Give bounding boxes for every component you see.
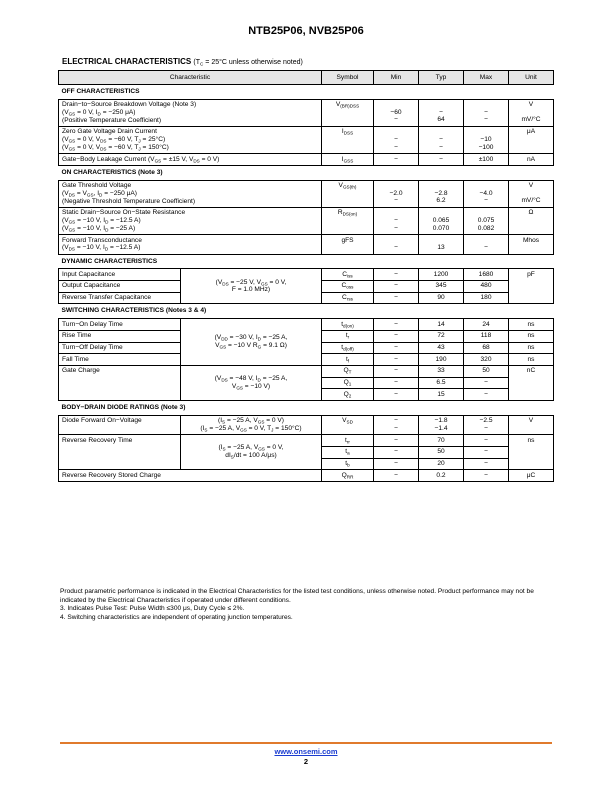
cell-min: −: [374, 458, 419, 470]
cell-characteristic: Output Capacitance: [59, 281, 181, 293]
cell-min: − −: [374, 207, 419, 234]
cell-unit: μC: [509, 470, 554, 482]
cell-characteristic: Fall Time: [59, 354, 181, 366]
cell-symbol: $R_{DS(on)}$: [322, 207, 374, 234]
cell-unit: ns: [509, 342, 554, 354]
cell-symbol: $V_{SD}$: [322, 415, 374, 435]
char-name: Drain−to−Source Breakdown Voltage (Note 3): [62, 100, 197, 108]
cell-symbol: $t_f$: [322, 354, 374, 366]
cell-typ: 50: [419, 447, 464, 459]
col-max: Max: [464, 71, 509, 85]
cell-max: −: [464, 389, 509, 401]
cond-post: = 25°C unless otherwise noted): [203, 59, 303, 66]
section-dynamic: DYNAMIC CHARACTERISTICS: [59, 254, 554, 269]
cell-min: −: [374, 154, 419, 166]
cell-max: 118: [464, 330, 509, 342]
cell-symbol: $I_{GSS}$: [322, 154, 374, 166]
cell-typ: 0.065 0.070: [419, 207, 464, 234]
cell-characteristic: Diode Forward On−Voltage: [59, 415, 181, 435]
cell-typ: 1200: [419, 269, 464, 281]
footer-url-link[interactable]: www.onsemi.com: [274, 747, 338, 756]
note-product: Product parametric performance is indicated in the Electrical Characteristics for the listed test conditions, unless otherwise noted. Product performance may not be indicated by the Electrical Characteristics if operated under different conditions.: [60, 588, 534, 604]
note-4: 4. Switching characteristics are independent of operating junction temperatures.: [60, 613, 293, 621]
cell-typ: 14: [419, 319, 464, 331]
cell-unit: ns: [509, 330, 554, 342]
row-idss: [59, 126, 554, 153]
cell-unit: Ω: [509, 207, 554, 234]
footer-rule: [60, 742, 552, 744]
cell-min: −: [374, 269, 419, 281]
table-title-main: ELECTRICAL CHARACTERISTICS: [62, 57, 192, 66]
cell-unit: Mhos: [509, 235, 554, 254]
cell-max: −: [464, 435, 509, 447]
cell-typ: − −: [419, 126, 464, 153]
cell-typ: 0.2: [419, 470, 464, 482]
cell-characteristic: Turn−Off Delay Time: [59, 342, 181, 354]
section-switching: SWITCHING CHARACTERISTICS (Notes 3 & 4): [59, 304, 554, 319]
cell-min: −: [374, 342, 419, 354]
page-header: NTB25P06, NVB25P06: [248, 25, 364, 37]
table-header-row: [59, 71, 554, 85]
cell-max: −: [464, 458, 509, 470]
cell-symbol: $Q_2$: [322, 389, 374, 401]
cell-min: −: [374, 330, 419, 342]
cell-unit: ns: [509, 354, 554, 366]
row-rdson: [59, 207, 554, 234]
cell-min: −: [374, 389, 419, 401]
cell-typ: −1.8 −1.4: [419, 415, 464, 435]
cell-symbol: $C_{oss}$: [322, 281, 374, 293]
row-bvdss: [59, 99, 554, 126]
cell-symbol: $I_{DSS}$: [322, 126, 374, 153]
cell-max: 180: [464, 292, 509, 304]
table-title: [62, 57, 303, 67]
row-gfs: [59, 235, 554, 254]
cell-min: − −: [374, 415, 419, 435]
row-tdon: [59, 319, 554, 331]
cell-test-condition: ($V_{DD} = -30$ V, $I_D = -25$ A, $V_{GS} = -10$ V $R_G = 9.1$ Ω): [181, 319, 322, 366]
cell-characteristic: Rise Time: [59, 330, 181, 342]
row-qrr: [59, 470, 554, 482]
cell-max: 68: [464, 342, 509, 354]
cell-characteristic: Forward Transconductance ($V_{DS} = -10$ V, $I_D = -12.5$ A): [59, 235, 322, 254]
row-qt: [59, 365, 554, 377]
cell-max: 480: [464, 281, 509, 293]
cell-max: −2.5 −: [464, 415, 509, 435]
col-unit: Unit: [509, 71, 554, 85]
cond-sub: C: [200, 61, 204, 67]
cell-typ: 70: [419, 435, 464, 447]
cell-max: 0.075 0.082: [464, 207, 509, 234]
section-diode: BODY−DRAIN DIODE RATINGS (Note 3): [59, 401, 554, 416]
cell-unit: μA: [509, 126, 554, 153]
cell-symbol: $t_{d(off)}$: [322, 342, 374, 354]
cell-min: −: [374, 365, 419, 377]
cell-typ: 6.5: [419, 377, 464, 389]
cell-typ: −: [419, 154, 464, 166]
row-trr: [59, 435, 554, 447]
cell-min: −: [374, 354, 419, 366]
cell-symbol: $t_b$: [322, 458, 374, 470]
cell-min: −: [374, 377, 419, 389]
cell-max: −10 −100: [464, 126, 509, 153]
row-vgsth: [59, 180, 554, 207]
cell-characteristic: Gate Threshold Voltage ($V_{DS} = V_{GS}$, $I_D = -250$ μA) (Negative Threshold Temperature Coefficient): [59, 180, 322, 207]
page-number: 2: [303, 757, 309, 766]
cell-symbol: $t_{d(on)}$: [322, 319, 374, 331]
cell-typ: − 64: [419, 99, 464, 126]
cell-characteristic: Zero Gate Voltage Drain Current ($V_{GS} = 0$ V, $V_{DS} = -60$ V, $T_J = 25^\circ C$) ($V_{GS} = 0$ V, $V_{DS} = -60$ V, $T_J = 150^\circ C$): [59, 126, 322, 153]
cell-unit: pF: [509, 269, 554, 304]
cell-symbol: $C_{rss}$: [322, 292, 374, 304]
col-symbol: Symbol: [322, 71, 374, 85]
cell-min: −2.0 −: [374, 180, 419, 207]
cell-min: −: [374, 435, 419, 447]
cell-min: −: [374, 319, 419, 331]
cell-characteristic: Input Capacitance: [59, 269, 181, 281]
cell-unit: nC: [509, 365, 554, 400]
cell-symbol: $Q_{RR}$: [322, 470, 374, 482]
cell-max: 320: [464, 354, 509, 366]
char-cond: ($V_{GS} = 0$ V, $I_D = -250$ μA): [62, 108, 136, 117]
cell-unit: V mV/°C: [509, 99, 554, 126]
col-typ: Typ: [419, 71, 464, 85]
cell-unit: V: [509, 415, 554, 435]
cell-characteristic: Static Drain−Source On−State Resistance ($V_{GS} = -10$ V, $I_D = -12.5$ A) ($V_{GS} = -10$ V, $I_D = -25$ A): [59, 207, 322, 234]
row-igss: [59, 154, 554, 166]
cell-symbol: $V_{GS(th)}$: [322, 180, 374, 207]
cell-symbol: $Q_1$: [322, 377, 374, 389]
cell-min: −: [374, 470, 419, 482]
cell-typ: 190: [419, 354, 464, 366]
cell-typ: 345: [419, 281, 464, 293]
cell-unit: ns: [509, 435, 554, 470]
cell-characteristic: Gate Charge: [59, 365, 181, 400]
cell-max: 1680: [464, 269, 509, 281]
table-title-condition: [193, 59, 302, 66]
cell-unit: nA: [509, 154, 554, 166]
cell-min: −: [374, 281, 419, 293]
cell-typ: 15: [419, 389, 464, 401]
cell-typ: 72: [419, 330, 464, 342]
cell-min: −: [374, 447, 419, 459]
cell-max: −: [464, 447, 509, 459]
cell-characteristic: Gate−Body Leakage Current ($V_{GS} = \pm 15$ V, $V_{DS} = 0$ V): [59, 154, 322, 166]
cell-characteristic: Reverse Transfer Capacitance: [59, 292, 181, 304]
note-3: 3. Indicates Pulse Test: Pulse Width ≤300 μs, Duty Cycle ≤ 2%.: [60, 605, 245, 613]
notes: [60, 588, 555, 622]
cell-min: −: [374, 292, 419, 304]
cell-typ: 20: [419, 458, 464, 470]
cell-test-condition: ($V_{DS} = -25$ V, $V_{GS} = 0$ V, F = 1.0 MHz): [181, 269, 322, 304]
char-cond: (Positive Temperature Coefficient): [62, 116, 162, 124]
row-vsd: [59, 415, 554, 435]
cell-typ: −2.8 6.2: [419, 180, 464, 207]
cell-symbol: $C_{iss}$: [322, 269, 374, 281]
section-off: OFF CHARACTERISTICS: [59, 84, 554, 99]
cond-pre: (T: [193, 59, 201, 66]
electrical-characteristics-table: [58, 70, 554, 482]
cell-symbol: $t_{rr}$: [322, 435, 374, 447]
cell-max: −: [464, 377, 509, 389]
cell-typ: 43: [419, 342, 464, 354]
cell-symbol: $t_r$: [322, 330, 374, 342]
cell-min: −60 −: [374, 99, 419, 126]
cell-typ: 33: [419, 365, 464, 377]
cell-symbol: $t_a$: [322, 447, 374, 459]
cell-test-condition: ($V_{DS} = -48$ V, $I_D = -25$ A, $V_{GS} = -10$ V): [181, 365, 322, 400]
cell-symbol: $Q_T$: [322, 365, 374, 377]
cell-typ: 90: [419, 292, 464, 304]
cell-test-condition: ($I_S = -25$ A, $V_{GS} = 0$ V, $dI_S/dt = 100$ A/μs): [181, 435, 322, 470]
cell-max: −: [464, 235, 509, 254]
cell-typ: 13: [419, 235, 464, 254]
cell-symbol: $V_{(BR)DSS}$: [322, 99, 374, 126]
cell-max: −: [464, 470, 509, 482]
cell-characteristic: [59, 99, 322, 126]
cell-characteristic: Turn−On Delay Time: [59, 319, 181, 331]
cell-max: 24: [464, 319, 509, 331]
cell-max: 50: [464, 365, 509, 377]
cell-max: −4.0 −: [464, 180, 509, 207]
cell-characteristic: Reverse Recovery Stored Charge: [59, 470, 322, 482]
cell-characteristic: Reverse Recovery Time: [59, 435, 181, 470]
cell-max: ±100: [464, 154, 509, 166]
row-ciss: [59, 269, 554, 281]
col-min: Min: [374, 71, 419, 85]
cell-unit: V mV/°C: [509, 180, 554, 207]
cell-symbol: gFS: [322, 235, 374, 254]
cell-min: − −: [374, 126, 419, 153]
col-characteristic: Characteristic: [59, 71, 322, 85]
cell-max: − −: [464, 99, 509, 126]
cell-unit: ns: [509, 319, 554, 331]
cell-min: −: [374, 235, 419, 254]
section-on: ON CHARACTERISTICS (Note 3): [59, 165, 554, 180]
cell-test-condition: ($I_S = -25$ A, $V_{GS} = 0$ V) ($I_S = -25$ A, $V_{GS} = 0$ V, $T_J = 150^\circ C$): [181, 415, 322, 435]
